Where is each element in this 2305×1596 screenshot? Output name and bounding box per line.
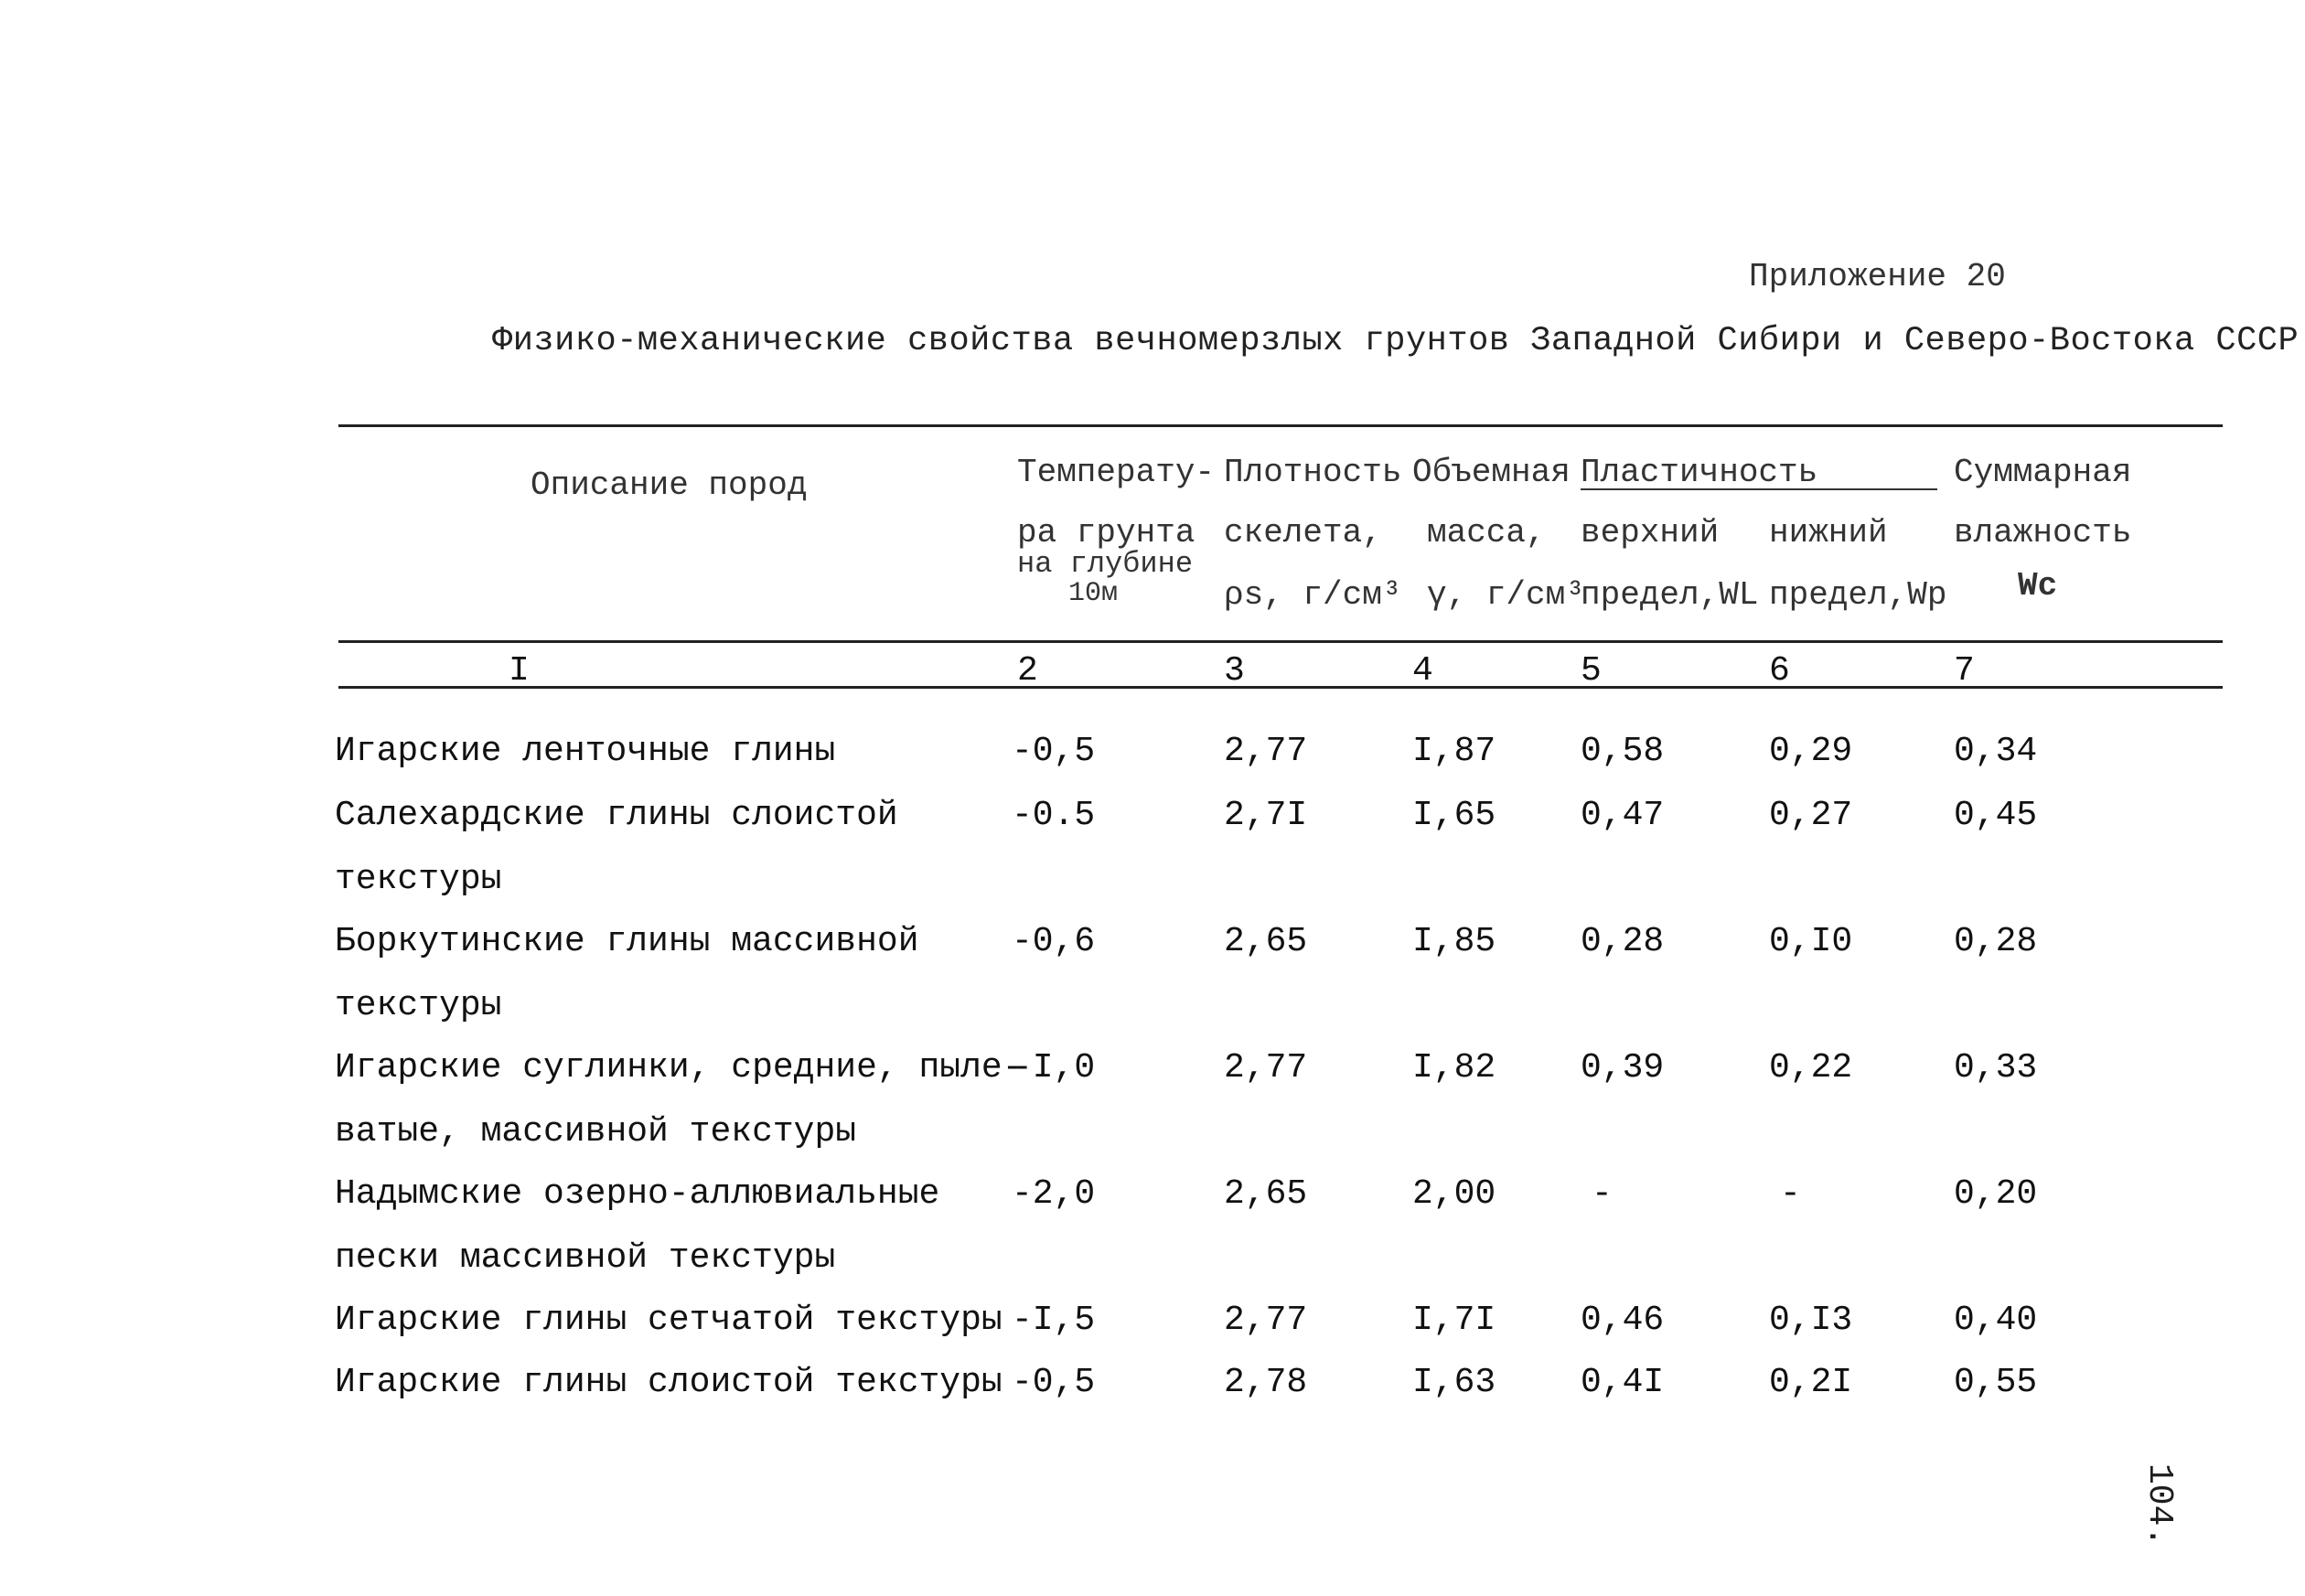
cell-temperature: -0,6 bbox=[1012, 922, 1096, 961]
cell-upper-limit: 0,28 bbox=[1581, 922, 1665, 961]
row-description-cont: пески массивной текстуры bbox=[335, 1238, 836, 1278]
cell-total-moisture: 0,20 bbox=[1954, 1174, 2038, 1214]
column-number: 7 bbox=[1954, 651, 1975, 691]
column-number: 2 bbox=[1017, 651, 1038, 691]
column-numbers-bottom-rule bbox=[338, 686, 2223, 689]
cell-temperature: -0,5 bbox=[1012, 732, 1096, 771]
row-description: Игарские суглинки, средние, пыле- bbox=[335, 1048, 1024, 1087]
header-temperature-3: на глубине bbox=[1017, 547, 1194, 581]
row-description-cont: ватые, массивной текстуры bbox=[335, 1112, 857, 1151]
cell-temperature: -I,0 bbox=[1012, 1048, 1096, 1087]
header-density-2: скелета, bbox=[1224, 514, 1382, 552]
header-lower-limit-2: предел,Wp bbox=[1769, 576, 1947, 614]
cell-lower-limit: 0,29 bbox=[1769, 732, 1853, 771]
header-temperature-2: ра грунта bbox=[1017, 514, 1195, 552]
cell-density: 2,7I bbox=[1224, 796, 1308, 835]
column-number: I bbox=[509, 651, 530, 691]
cell-volume-mass: I,7I bbox=[1412, 1301, 1496, 1340]
cell-density: 2,77 bbox=[1224, 1301, 1308, 1340]
header-upper-limit-1: верхний bbox=[1581, 514, 1720, 552]
row-description-cont: текстуры bbox=[335, 986, 502, 1025]
header-density-3: ρs, г/см³ bbox=[1224, 576, 1402, 614]
cell-density: 2,77 bbox=[1224, 732, 1308, 771]
row-description: Игарские глины сетчатой текстуры bbox=[335, 1301, 1002, 1340]
cell-upper-limit: 0,4I bbox=[1581, 1363, 1665, 1402]
row-description: Салехардские глины слоистой bbox=[335, 796, 898, 835]
cell-total-moisture: 0,28 bbox=[1954, 922, 2038, 961]
cell-temperature: -2,0 bbox=[1012, 1174, 1096, 1214]
cell-total-moisture: 0,33 bbox=[1954, 1048, 2038, 1087]
cell-density: 2,78 bbox=[1224, 1363, 1308, 1402]
row-description: Игарские глины слоистой текстуры bbox=[335, 1363, 1002, 1402]
cell-lower-limit: 0,I0 bbox=[1769, 922, 1853, 961]
row-description: Надымские озерно-аллювиальные bbox=[335, 1174, 940, 1214]
header-density-1: Плотность bbox=[1224, 454, 1402, 491]
cell-upper-limit: 0,47 bbox=[1581, 796, 1665, 835]
cell-total-moisture: 0,40 bbox=[1954, 1301, 2038, 1340]
header-total-moisture-2: влажность bbox=[1954, 514, 2132, 552]
page-number: 104. bbox=[2139, 1463, 2179, 1548]
header-lower-limit-1: нижний bbox=[1769, 514, 1888, 552]
cell-volume-mass: 2,00 bbox=[1412, 1174, 1496, 1214]
header-temperature-1: Температу- bbox=[1017, 454, 1216, 491]
table-top-rule bbox=[338, 424, 2223, 427]
cell-upper-limit: - bbox=[1592, 1174, 1613, 1214]
column-number: 5 bbox=[1581, 651, 1602, 691]
cell-volume-mass: I,65 bbox=[1412, 796, 1496, 835]
cell-volume-mass: I,63 bbox=[1412, 1363, 1496, 1402]
column-number: 6 bbox=[1769, 651, 1790, 691]
cell-lower-limit: 0,2I bbox=[1769, 1363, 1853, 1402]
cell-volume-mass: I,87 bbox=[1412, 732, 1496, 771]
header-volume-mass-2: масса, bbox=[1427, 514, 1546, 552]
header-total-moisture-1: Суммарная bbox=[1954, 454, 2132, 491]
cell-lower-limit: - bbox=[1780, 1174, 1801, 1214]
header-bottom-rule bbox=[338, 640, 2223, 643]
header-volume-mass-3: γ, г/см³ bbox=[1427, 576, 1585, 614]
cell-total-moisture: 0,45 bbox=[1954, 796, 2038, 835]
appendix-label: Приложение 20 bbox=[1749, 258, 2006, 295]
cell-density: 2,65 bbox=[1224, 922, 1308, 961]
row-description: Игарские ленточные глины bbox=[335, 732, 836, 771]
cell-total-moisture: 0,55 bbox=[1954, 1363, 2038, 1402]
header-temperature-4: 10м bbox=[1068, 578, 1119, 609]
header-upper-limit-2: предел,WL bbox=[1581, 576, 1759, 614]
cell-upper-limit: 0,58 bbox=[1581, 732, 1665, 771]
header-volume-mass-1: Объемная bbox=[1412, 454, 1571, 491]
table-title: Физико-механические свойства вечномерзлых грунтов Западной Сибири и Северо-Востока СССР bbox=[492, 322, 2300, 360]
cell-lower-limit: 0,22 bbox=[1769, 1048, 1853, 1087]
plasticity-underline bbox=[1581, 488, 1937, 490]
cell-lower-limit: 0,27 bbox=[1769, 796, 1853, 835]
cell-volume-mass: I,85 bbox=[1412, 922, 1496, 961]
row-description-cont: текстуры bbox=[335, 860, 502, 899]
cell-temperature: -0.5 bbox=[1012, 796, 1096, 835]
cell-density: 2,77 bbox=[1224, 1048, 1308, 1087]
column-number: 4 bbox=[1412, 651, 1433, 691]
header-total-moisture-3: Wc bbox=[2018, 567, 2058, 605]
cell-upper-limit: 0,39 bbox=[1581, 1048, 1665, 1087]
cell-temperature: -I,5 bbox=[1012, 1301, 1096, 1340]
cell-temperature: -0,5 bbox=[1012, 1363, 1096, 1402]
header-description: Описание пород bbox=[531, 466, 808, 504]
cell-lower-limit: 0,I3 bbox=[1769, 1301, 1853, 1340]
header-plasticity: Пластичность bbox=[1581, 454, 1818, 491]
cell-volume-mass: I,82 bbox=[1412, 1048, 1496, 1087]
column-number: 3 bbox=[1224, 651, 1245, 691]
cell-total-moisture: 0,34 bbox=[1954, 732, 2038, 771]
cell-upper-limit: 0,46 bbox=[1581, 1301, 1665, 1340]
row-description: Боркутинские глины массивной bbox=[335, 922, 919, 961]
cell-density: 2,65 bbox=[1224, 1174, 1308, 1214]
